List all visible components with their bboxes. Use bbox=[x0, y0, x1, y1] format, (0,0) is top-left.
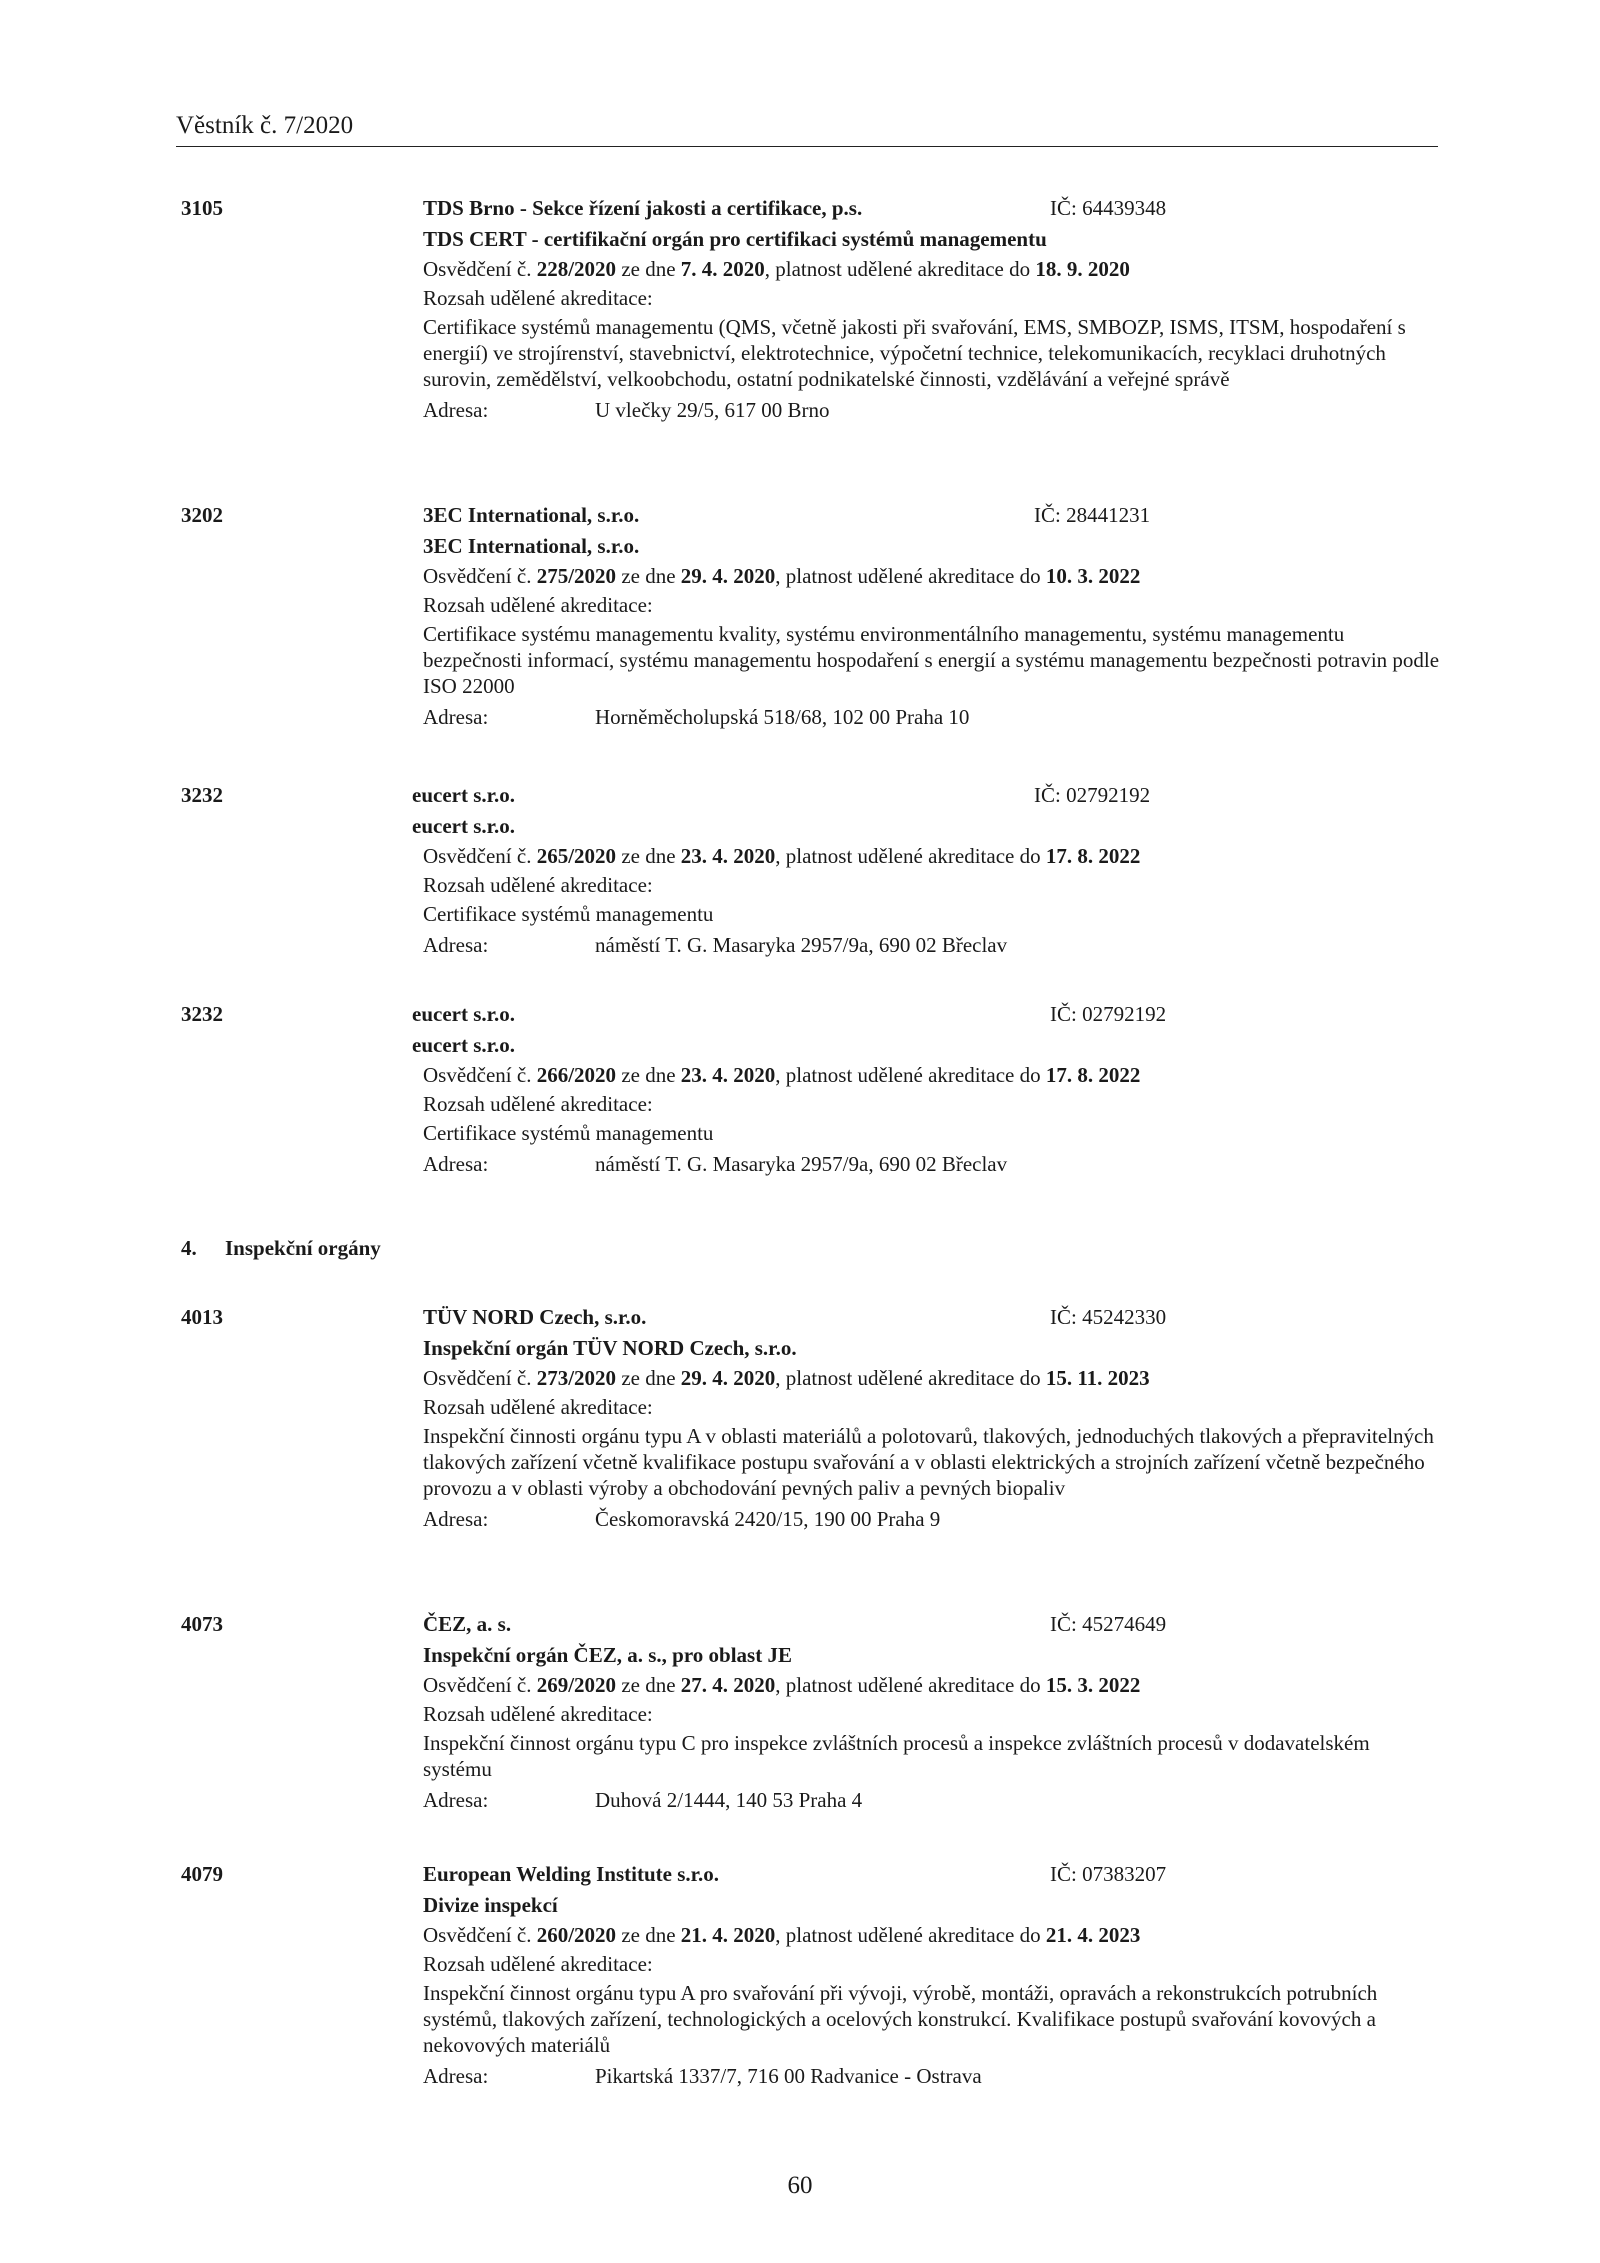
scope-label: Rozsah udělené akreditace: bbox=[423, 873, 653, 897]
entry-subtitle: eucert s.r.o. bbox=[412, 814, 516, 838]
address-line: Adresa: U vlečky 29/5, 617 00 Brno bbox=[423, 397, 830, 422]
scope-label: Rozsah udělené akreditace: bbox=[423, 1702, 653, 1726]
entry-number: 4073 bbox=[181, 1612, 223, 1636]
certificate-line: Osvědčení č. 265/2020 ze dne 23. 4. 2020, platnost udělené akreditace do 17. 8. 2022 bbox=[423, 843, 1141, 868]
entry-subtitle: TDS CERT - certifikační orgán pro certifikaci systémů managementu bbox=[423, 227, 1047, 251]
address-line: Adresa: Duhová 2/1444, 140 53 Praha 4 bbox=[423, 1787, 863, 1812]
entry-ic: IČ: 45274649 bbox=[1050, 1612, 1167, 1636]
certificate-line: Osvědčení č. 266/2020 ze dne 23. 4. 2020, platnost udělené akreditace do 17. 8. 2022 bbox=[423, 1062, 1141, 1087]
entry-number: 3105 bbox=[181, 196, 223, 220]
certificate-line: Osvědčení č. 228/2020 ze dne 7. 4. 2020, platnost udělené akreditace do 18. 9. 2020 bbox=[423, 256, 1130, 281]
entry-ic: IČ: 02792192 bbox=[1050, 1002, 1167, 1026]
scope-text: Certifikace systému managementu kvality, systému environmentálního managementu, systému managementu bezpečnosti informací, systému managementu hospodaření s energií a systému managementu bezpečnosti potravin podle ISO 22000 bbox=[423, 621, 1440, 698]
entry-subtitle: eucert s.r.o. bbox=[412, 1033, 516, 1057]
entry-number: 4079 bbox=[181, 1862, 223, 1886]
certificate-line: Osvědčení č. 269/2020 ze dne 27. 4. 2020, platnost udělené akreditace do 15. 3. 2022 bbox=[423, 1672, 1141, 1697]
scope-label: Rozsah udělené akreditace: bbox=[423, 1092, 653, 1116]
entry-subtitle: Inspekční orgán ČEZ, a. s., pro oblast JE bbox=[423, 1643, 792, 1667]
certificate-line: Osvědčení č. 273/2020 ze dne 29. 4. 2020, platnost udělené akreditace do 15. 11. 2023 bbox=[423, 1365, 1150, 1390]
entry-subtitle: Inspekční orgán TÜV NORD Czech, s.r.o. bbox=[423, 1336, 797, 1360]
entry-number: 3232 bbox=[181, 1002, 223, 1026]
scope-label: Rozsah udělené akreditace: bbox=[423, 1395, 653, 1419]
bulletin-title: Věstník č. 7/2020 bbox=[176, 112, 354, 139]
entry-ic: IČ: 02792192 bbox=[1034, 783, 1151, 807]
section-heading bbox=[181, 1236, 381, 1261]
entry-number: 4013 bbox=[181, 1305, 223, 1329]
entry-subtitle: 3EC International, s.r.o. bbox=[423, 534, 640, 558]
entry-name: TÜV NORD Czech, s.r.o. bbox=[423, 1305, 647, 1329]
section-number: 4. bbox=[181, 1236, 197, 1260]
scope-text: Inspekční činnost orgánu typu C pro inspekce zvláštních procesů a inspekce zvláštních procesů v dodavatelském systému bbox=[423, 1730, 1370, 1781]
scope-text: Inspekční činnosti orgánu typu A v oblasti materiálů a polotovarů, tlakových, jednoduchých tlakových a přepravitelných tlakových zařízení včetně kvalifikace postupu svařování a v oblasti elektrických a strojních zařízení včetně bezpečného provozu a v oblasti výroby a obchodování pevných paliv a pevných biopaliv bbox=[423, 1423, 1434, 1500]
scope-label: Rozsah udělené akreditace: bbox=[423, 593, 653, 617]
entry-ic: IČ: 07383207 bbox=[1050, 1862, 1167, 1886]
page-header bbox=[176, 110, 1438, 147]
scope-text: Certifikace systémů managementu (QMS, včetně jakosti při svařování, EMS, SMBOZP, ISMS, ITSM, hospodaření s energií) ve strojírenství, stavebnictví, elektrotechnice, výpočetní technice, telekomunikacích, recyklaci druhotných surovin, zemědělství, velkoobchodu, ostatní podnikatelské činnosti, vzdělávání a veřejné správě bbox=[423, 314, 1406, 391]
address-line: Adresa: Horněměcholupská 518/68, 102 00 Praha 10 bbox=[423, 704, 970, 729]
scope-label: Rozsah udělené akreditace: bbox=[423, 286, 653, 310]
section-title: Inspekční orgány bbox=[225, 1236, 381, 1260]
scope-label: Rozsah udělené akreditace: bbox=[423, 1952, 653, 1976]
entry-name: European Welding Institute s.r.o. bbox=[423, 1862, 720, 1886]
certificate-line: Osvědčení č. 260/2020 ze dne 21. 4. 2020, platnost udělené akreditace do 21. 4. 2023 bbox=[423, 1922, 1141, 1947]
scope-text: Certifikace systémů managementu bbox=[423, 1120, 714, 1145]
entry-name: ČEZ, a. s. bbox=[423, 1612, 512, 1636]
entry-name: TDS Brno - Sekce řízení jakosti a certifikace, p.s. bbox=[423, 196, 863, 220]
address-line: Adresa: náměstí T. G. Masaryka 2957/9a, 690 02 Břeclav bbox=[423, 1151, 1008, 1176]
certificate-line: Osvědčení č. 275/2020 ze dne 29. 4. 2020, platnost udělené akreditace do 10. 3. 2022 bbox=[423, 563, 1141, 588]
entry-name: eucert s.r.o. bbox=[412, 783, 516, 807]
address-line: Adresa: Pikartská 1337/7, 716 00 Radvanice - Ostrava bbox=[423, 2063, 982, 2088]
scope-text: Certifikace systémů managementu bbox=[423, 901, 714, 926]
entry-ic: IČ: 28441231 bbox=[1034, 503, 1151, 527]
entry-name: eucert s.r.o. bbox=[412, 1002, 516, 1026]
page-number: 60 bbox=[787, 2172, 813, 2199]
address-line: Adresa: náměstí T. G. Masaryka 2957/9a, 690 02 Břeclav bbox=[423, 932, 1008, 957]
entry-number: 3202 bbox=[181, 503, 223, 527]
entry-ic: IČ: 45242330 bbox=[1050, 1305, 1167, 1329]
entry-ic: IČ: 64439348 bbox=[1050, 196, 1167, 220]
entry-subtitle: Divize inspekcí bbox=[423, 1893, 558, 1917]
entry-name: 3EC International, s.r.o. bbox=[423, 503, 640, 527]
scope-text: Inspekční činnost orgánu typu A pro svařování při vývoji, výrobě, montáži, opravách a rekonstrukcích potrubních systémů, tlakových zařízení, technologických a ocelových konstrukcí. Kvalifikace postupů svařování kovových a nekovových materiálů bbox=[423, 1980, 1378, 2057]
entry-number: 3232 bbox=[181, 783, 223, 807]
address-line: Adresa: Českomoravská 2420/15, 190 00 Praha 9 bbox=[423, 1506, 941, 1531]
